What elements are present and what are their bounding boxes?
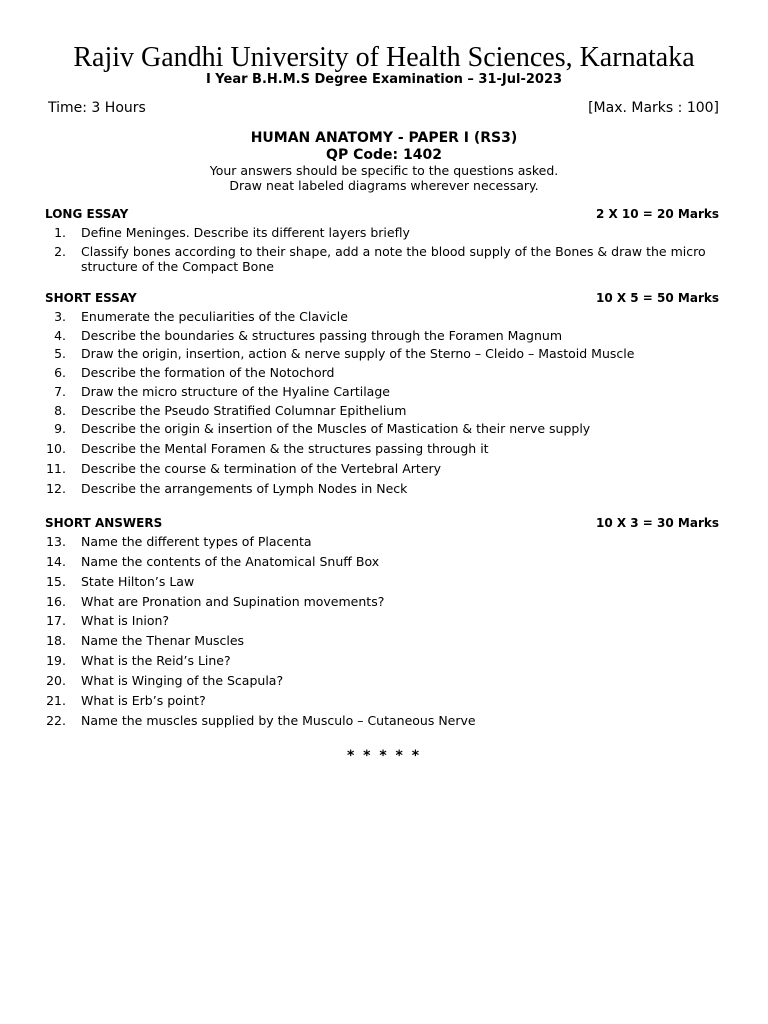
- question-number: 7.: [54, 384, 66, 399]
- question-number: 6.: [54, 365, 66, 380]
- question-number: 4.: [54, 328, 66, 343]
- question-text: What is Winging of the Scapula?: [81, 673, 284, 688]
- section-marks: 2 X 10 = 20 Marks: [595, 207, 719, 221]
- question-number: 15.: [46, 574, 66, 589]
- question-number: 21.: [46, 693, 66, 708]
- question-text: What is the Reid’s Line?: [81, 653, 231, 668]
- question-text: Describe the formation of the Notochord: [81, 365, 335, 380]
- question-number: 3.: [54, 309, 66, 324]
- question-number: 10.: [46, 441, 66, 456]
- question-text: Draw the micro structure of the Hyaline Cartilage: [81, 384, 390, 399]
- question-text: Describe the arrangements of Lymph Nodes in Neck: [81, 481, 408, 496]
- question-text: Describe the Mental Foramen & the structures passing through it: [81, 441, 489, 456]
- question-text: Name the different types of Placenta: [81, 534, 312, 549]
- question-text: What is Erb’s point?: [81, 693, 206, 708]
- question-number: 2.: [54, 244, 66, 259]
- question-number: 11.: [46, 461, 66, 476]
- question-number: 8.: [54, 403, 66, 418]
- section-header-long-essay: [45, 206, 719, 222]
- question-text: Classify bones according to their shape, add a note the blood supply of the Bones & draw the micro structure of the Compact Bone: [81, 244, 706, 274]
- question-number: 9.: [54, 421, 66, 436]
- question-text: Enumerate the peculiarities of the Clavicle: [81, 309, 348, 324]
- section-marks: 10 X 5 = 50 Marks: [595, 291, 719, 305]
- question-text: Define Meninges. Describe its different layers briefly: [81, 225, 410, 240]
- end-marker: * * * * *: [346, 748, 422, 764]
- question-text: Describe the origin & insertion of the Muscles of Mastication & their nerve supply: [81, 421, 591, 436]
- time-duration: Time: 3 Hours: [48, 100, 146, 116]
- question-text: Name the contents of the Anatomical Snuff Box: [81, 554, 380, 569]
- question-number: 1.: [54, 225, 66, 240]
- question-number: 19.: [46, 653, 66, 668]
- question-number: 18.: [46, 633, 66, 648]
- section-header-short-answers: [45, 515, 719, 531]
- question-text: Draw the origin, insertion, action & nerve supply of the Sterno – Cleido – Mastoid Muscle: [81, 346, 635, 361]
- paper-title: HUMAN ANATOMY - PAPER I (RS3): [250, 130, 518, 146]
- section-title: SHORT ESSAY: [45, 291, 137, 305]
- qp-code: QP Code: 1402: [326, 147, 442, 163]
- question-number: 20.: [46, 673, 66, 688]
- question-text: Describe the Pseudo Stratified Columnar Epithelium: [81, 403, 407, 418]
- instruction-line: Draw neat labeled diagrams wherever necessary.: [229, 178, 539, 193]
- max-marks: [Max. Marks : 100]: [588, 100, 719, 116]
- section-title: SHORT ANSWERS: [45, 516, 163, 530]
- question-number: 13.: [46, 534, 66, 549]
- question-text: Describe the boundaries & structures passing through the Foramen Magnum: [81, 328, 562, 343]
- question-number: 12.: [46, 481, 66, 496]
- instruction-line: Your answers should be specific to the questions asked.: [209, 163, 559, 178]
- question-text: Name the Thenar Muscles: [81, 633, 245, 648]
- university-title: Rajiv Gandhi University of Health Sciences, Karnataka: [73, 42, 695, 73]
- question-number: 22.: [46, 713, 66, 728]
- section-header-short-essay: [45, 290, 719, 306]
- question-number: 5.: [54, 346, 66, 361]
- question-number: 16.: [46, 594, 66, 609]
- question-text: Describe the course & termination of the Vertebral Artery: [81, 461, 442, 476]
- question-text: Name the muscles supplied by the Musculo – Cutaneous Nerve: [81, 713, 476, 728]
- question-text: What are Pronation and Supination movements?: [81, 594, 385, 609]
- exam-title: I Year B.H.M.S Degree Examination – 31-Jul-2023: [205, 72, 563, 87]
- section-marks: 10 X 3 = 30 Marks: [595, 516, 719, 530]
- question-number: 17.: [46, 613, 66, 628]
- question-number: 14.: [46, 554, 66, 569]
- section-title: LONG ESSAY: [45, 207, 129, 221]
- question-text: State Hilton’s Law: [81, 574, 195, 589]
- question-text: What is Inion?: [81, 613, 170, 628]
